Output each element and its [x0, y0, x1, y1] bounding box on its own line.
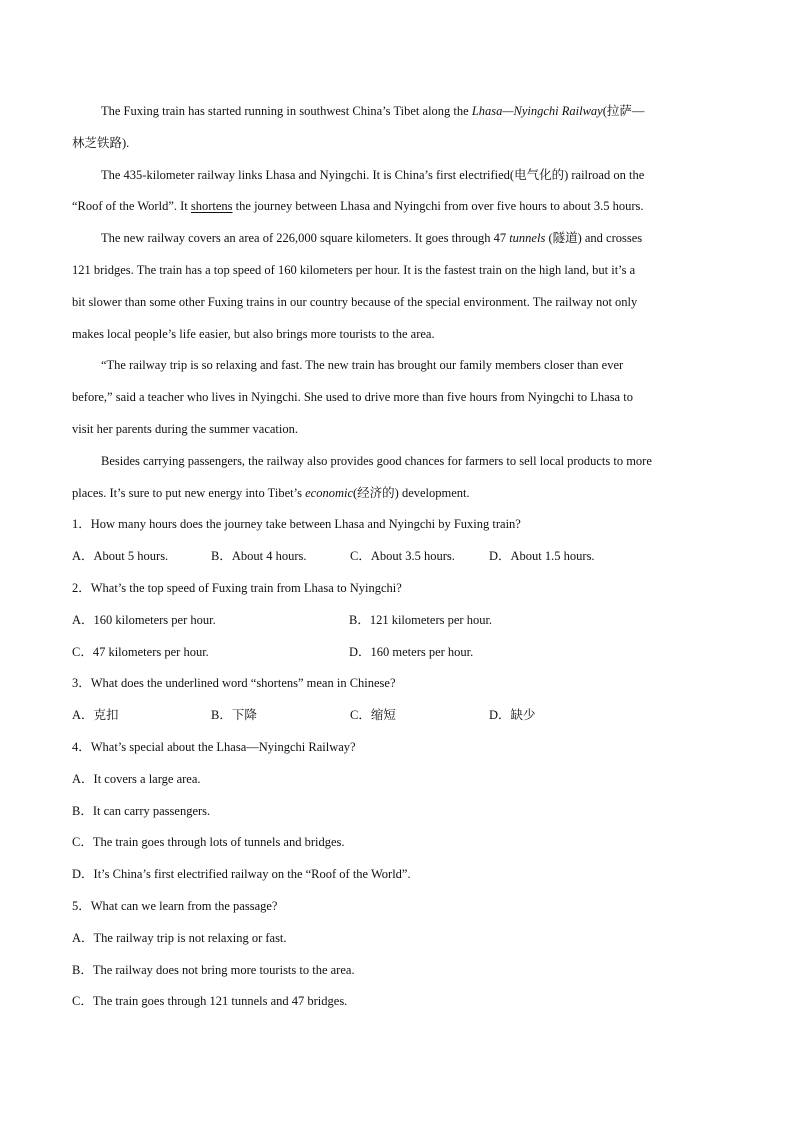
- underlined-word-shortens: shortens: [190, 199, 233, 214]
- question-3: [72, 671, 724, 735]
- options-row: [72, 608, 724, 640]
- text-line: visit her parents during the summer vacation.: [72, 421, 298, 436]
- options-row: [72, 703, 724, 735]
- text-run: (隧道) and crosses: [545, 231, 643, 246]
- question-stem: 1．How many hours does the journey take between Lhasa and Nyingchi by Fuxing train?: [72, 517, 521, 532]
- text-run: The new railway covers an area of 226,000 square kilometers. It goes through 47: [101, 231, 510, 246]
- text-line: Besides carrying passengers, the railway also provides good chances for farmers to sell local products to more: [101, 453, 652, 468]
- option-a: A．克扣: [72, 708, 119, 723]
- text-run: (拉萨—: [602, 104, 645, 118]
- option-a: A．About 5 hours.: [72, 549, 169, 564]
- question-stem: 4．What’s special about the Lhasa—Nyingchi Railway?: [72, 739, 356, 754]
- text-run: (经济的) development.: [353, 485, 470, 500]
- text-line: [72, 226, 724, 258]
- text-run: the journey between Lhasa and Nyingchi from over five hours to about 3.5 hours.: [232, 199, 644, 214]
- question-stem: 5．What can we learn from the passage?: [72, 898, 278, 913]
- railway-name-italic: Lhasa—Nyingchi Railway: [471, 104, 603, 118]
- text-line: “The railway trip is so relaxing and fast. The new train has brought our family members closer than ever: [101, 358, 624, 373]
- option-b: B．The railway does not bring more tourists to the area.: [72, 962, 355, 977]
- question-4: [72, 735, 724, 894]
- passage-paragraph-3: [72, 226, 724, 353]
- document-body: [72, 99, 724, 1021]
- italic-word-economic: economic: [305, 485, 353, 500]
- text-line: The 435-kilometer railway links Lhasa and Nyingchi. It is China’s first electrified(电气化的) railroad on the: [101, 167, 645, 182]
- question-stem: 2．What’s the top speed of Fuxing train from Lhasa to Nyingchi?: [72, 580, 402, 595]
- text-line: 林芝铁路).: [72, 135, 130, 150]
- option-b: B．About 4 hours.: [211, 549, 307, 564]
- option-b: B．下降: [211, 708, 257, 723]
- option-d: D．It’s China’s first electrified railway on the “Roof of the World”.: [72, 867, 411, 882]
- question-stem: 3．What does the underlined word “shortens” mean in Chinese?: [72, 676, 396, 691]
- question-5: [72, 894, 724, 1021]
- text-line: before,” said a teacher who lives in Nyingchi. She used to drive more than five hours from Nyingchi to Lhasa to: [72, 390, 633, 405]
- option-d: D．160 meters per hour.: [349, 644, 474, 659]
- options-row: [72, 640, 724, 672]
- option-c: C．47 kilometers per hour.: [72, 644, 209, 659]
- text-line: 121 bridges. The train has a top speed of 160 kilometers per hour. It is the fastest train on the high land, but it’s a: [72, 262, 636, 277]
- text-line: [72, 99, 724, 131]
- passage-paragraph-4: [72, 353, 724, 448]
- text-run: places. It’s sure to put new energy into Tibet’s: [72, 485, 306, 500]
- option-b: B．121 kilometers per hour.: [349, 612, 493, 627]
- question-1: [72, 512, 724, 576]
- passage-paragraph-5: [72, 449, 724, 513]
- option-a: A．The railway trip is not relaxing or fast.: [72, 930, 287, 945]
- option-d: D．缺少: [489, 708, 536, 723]
- option-c: C．缩短: [350, 708, 396, 723]
- options-row: [72, 544, 724, 576]
- question-2: [72, 576, 724, 671]
- passage-paragraph-1: [72, 99, 724, 163]
- italic-word-tunnels: tunnels: [509, 231, 546, 246]
- text-run: “Roof of the World”. It: [72, 199, 191, 214]
- text-line: [72, 481, 724, 513]
- option-d: D．About 1.5 hours.: [489, 549, 595, 564]
- text-line: [72, 194, 724, 226]
- passage-paragraph-2: [72, 163, 724, 227]
- option-a: A．It covers a large area.: [72, 771, 201, 786]
- option-c: C．About 3.5 hours.: [350, 549, 455, 564]
- option-b: B．It can carry passengers.: [72, 803, 211, 818]
- text-run: The Fuxing train has started running in southwest China’s Tibet along the: [101, 104, 472, 118]
- text-line: makes local people’s life easier, but also brings more tourists to the area.: [72, 326, 435, 341]
- option-a: A．160 kilometers per hour.: [72, 612, 216, 627]
- option-c: C．The train goes through 121 tunnels and 47 bridges.: [72, 994, 348, 1009]
- text-line: bit slower than some other Fuxing trains in our country because of the special environment. The railway not only: [72, 294, 638, 309]
- option-c: C．The train goes through lots of tunnels and bridges.: [72, 835, 345, 850]
